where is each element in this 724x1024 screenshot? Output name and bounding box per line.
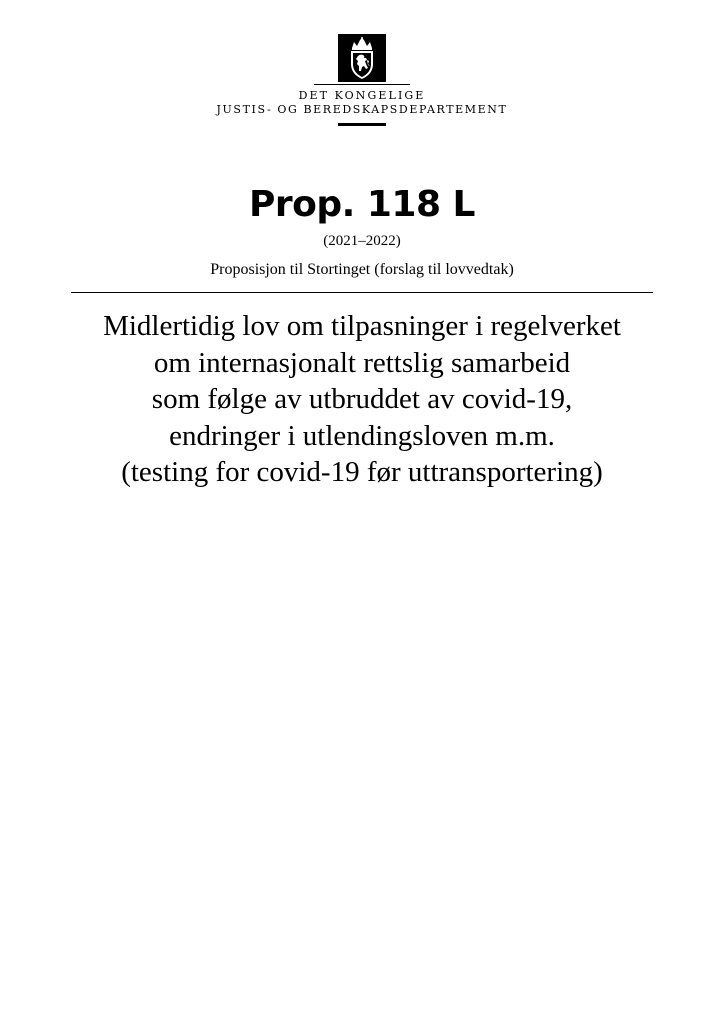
document-title: Prop. 118 L <box>249 184 475 225</box>
header-rule <box>314 84 410 85</box>
subject-line: endringer i utlendingsloven m.m. <box>169 419 555 452</box>
document-subject <box>40 308 684 491</box>
title-divider <box>71 292 653 293</box>
ministry-name-line-1: DET KONGELIGE <box>298 89 426 102</box>
subject-line: (testing for covid-19 før uttransportering) <box>121 456 603 488</box>
proposition-type: Proposisjon til Stortinget (forslag til lovvedtak) <box>210 261 514 278</box>
header-underline <box>338 123 386 126</box>
subject-line: om internasjonalt rettslig samarbeid <box>153 346 571 379</box>
ministry-name-line-2: JUSTIS- OG BEREDSKAPSDEPARTEMENT <box>216 103 508 116</box>
subject-line: som følge av utbruddet av covid-19, <box>151 383 573 415</box>
coat-of-arms-icon <box>338 34 386 82</box>
session-years: (2021–2022) <box>323 233 401 249</box>
subject-line: Midlertidig lov om tilpasninger i regelverket <box>103 310 621 342</box>
